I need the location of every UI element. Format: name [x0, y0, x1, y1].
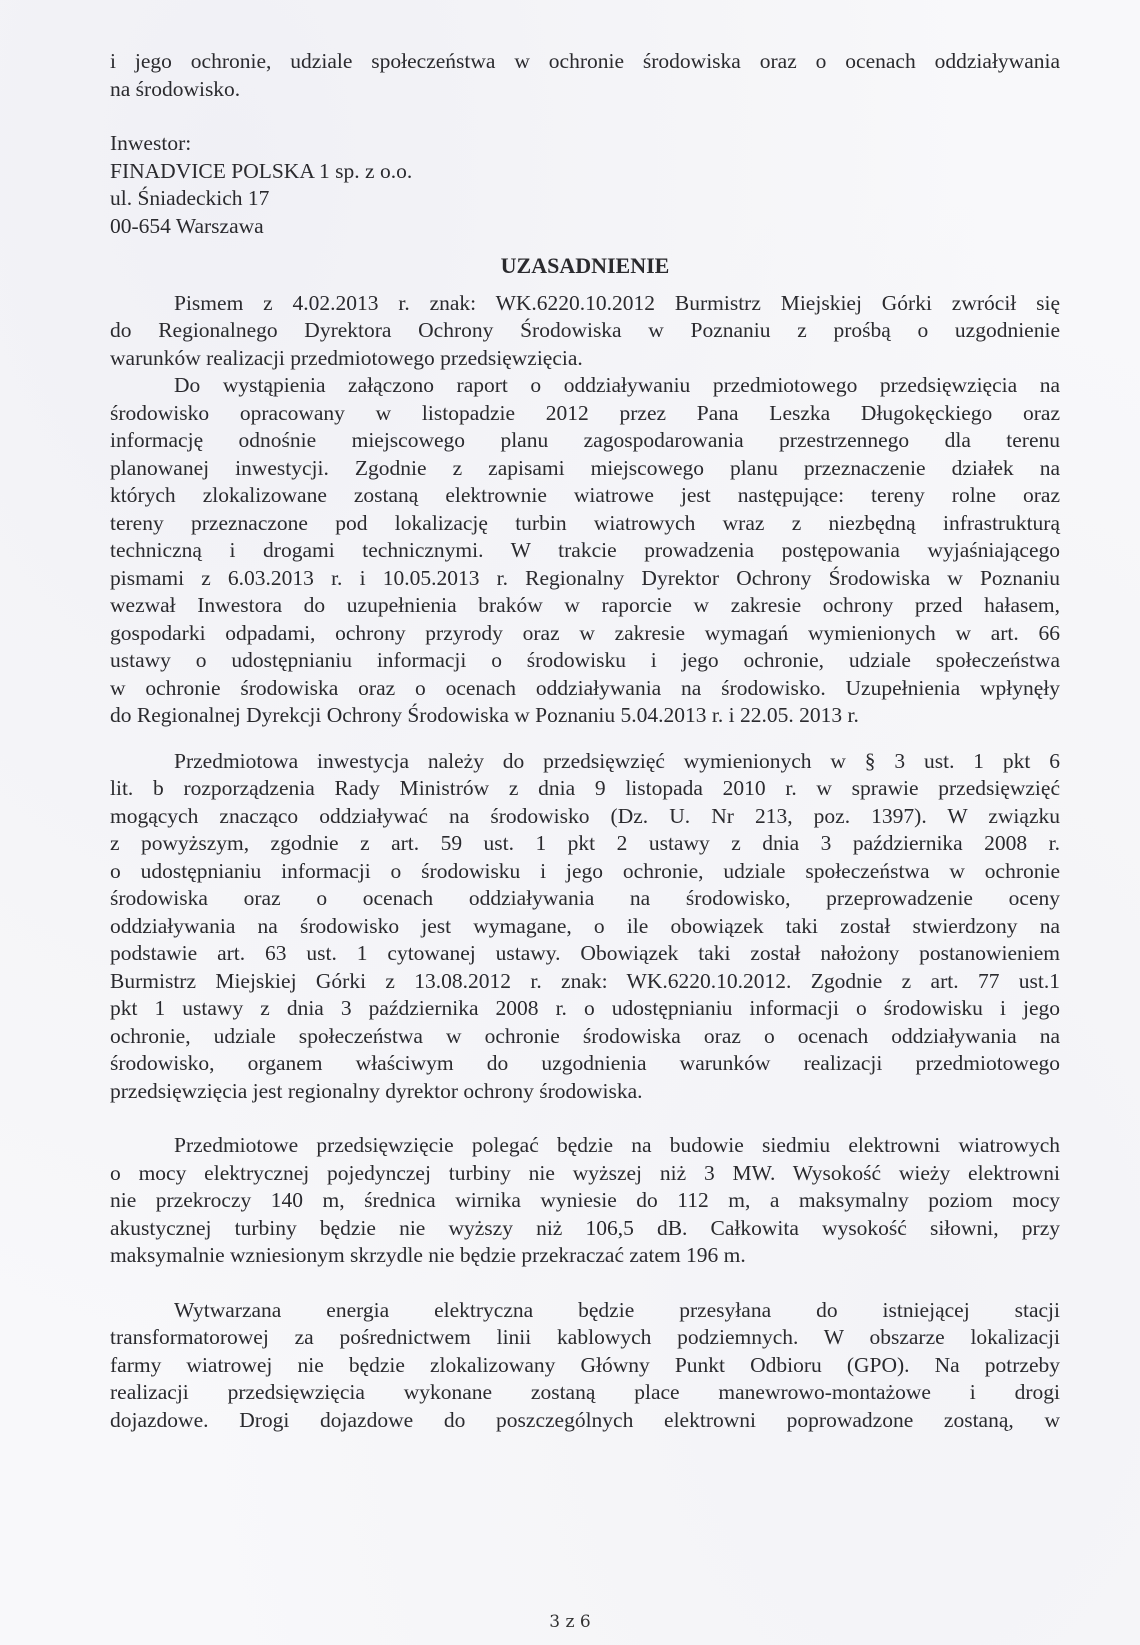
text-line: z powyższym, zgodnie z art. 59 ust. 1 pkt 2 ustawy z dnia 3 października 2008 r.: [110, 831, 1060, 855]
text-line: transformatorowej za pośrednictwem linii kablowych podziemnych. W obszarze lokalizacji: [110, 1325, 1060, 1349]
text-line: których zlokalizowane zostaną elektrownie wiatrowe jest następujące: tereny rolne oraz: [110, 483, 1060, 507]
paragraph-energy-transmission: [110, 1297, 1060, 1435]
text-line: na środowisko.: [110, 76, 241, 101]
text-line: oddziaływania na środowisko jest wymagane, o ile obowiązek taki został stwierdzony na: [110, 913, 1060, 938]
text-line: maksymalnie wzniesionym skrzydle nie będzie przekraczać zatem 196 m.: [110, 1243, 746, 1267]
text-line: Przedmiotowe przedsięwzięcie polegać będzie na budowie siedmiu elektrowni wiatrowych: [174, 1133, 1060, 1157]
text-line: informację odnośnie miejscowego planu zagospodarowania przestrzennego dla terenu: [110, 428, 1060, 452]
text-line: o mocy elektrycznej pojedynczej turbiny nie wyższej niż 3 MW. Wysokość wieży elektrowni: [110, 1160, 1060, 1185]
text-line: wezwał Inwestora do uzupełnienia braków w raporcie w zakresie ochrony przed hałasem,: [110, 593, 1060, 617]
text-line: dojazdowe. Drogi dojazdowe do poszczególnych elektrowni poprowadzone zostaną, w: [110, 1407, 1060, 1432]
text-line: tereny przeznaczone pod lokalizację turbin wiatrowych wraz z niezbędną infrastrukturą: [110, 510, 1060, 535]
text-line: akustycznej turbiny będzie nie wyższy niż 106,5 dB. Całkowita wysokość siłowni, przy: [110, 1215, 1060, 1240]
text-line: ochronie, udziale społeczeństwa w ochronie środowiska oraz o ocenach oddziaływania na: [110, 1023, 1060, 1048]
text-line: realizacji przedsięwzięcia wykonane zostaną place manewrowo-montażowe i drogi: [110, 1380, 1060, 1404]
text-line: ustawy o udostępnianiu informacji o środowisku i jego ochronie, udziale społeczeństwa: [110, 648, 1060, 672]
text-line: farmy wiatrowej nie będzie zlokalizowany Główny Punkt Odbioru (GPO). Na potrzeby: [110, 1352, 1060, 1377]
text-line: Do wystąpienia załączono raport o oddziaływaniu przedmiotowego przedsięwzięcia na: [174, 373, 1060, 397]
text-line: przedsięwzięcia jest regionalny dyrektor ochrony środowiska.: [110, 1078, 643, 1103]
text-line: planowanej inwestycji. Zgodnie z zapisami miejscowego planu przeznaczenie działek na: [110, 455, 1060, 480]
text-line: środowisko, organem właściwym do uzgodnienia warunków realizacji przedmiotowego: [110, 1051, 1060, 1075]
investor-city: 00-654 Warszawa: [110, 213, 264, 238]
page-number: 3 z 6: [549, 1612, 591, 1632]
text-line: Pismem z 4.02.2013 r. znak: WK.6220.10.2012 Burmistrz Miejskiej Górki zwrócił się: [174, 290, 1060, 315]
text-line: mogących znacząco oddziaływać na środowisko (Dz. U. Nr 213, poz. 1397). W związku: [110, 803, 1060, 828]
section-heading: UZASADNIENIE: [500, 253, 670, 278]
investor-street: ul. Śniadeckich 17: [110, 186, 270, 210]
text-line: warunków realizacji przedmiotowego przedsięwzięcia.: [110, 345, 583, 370]
text-line: w ochronie środowiska oraz o ocenach oddziaływania na środowisko. Uzupełnienia wpłynęły: [110, 675, 1060, 700]
intro-continuation: [110, 48, 1060, 103]
text-line: i jego ochronie, udziale społeczeństwa w ochronie środowiska oraz o ocenach oddziaływania: [110, 49, 1060, 73]
text-line: do Regionalnego Dyrektora Ochrony Środowiska w Poznaniu z prośbą o uzgodnienie: [110, 318, 1060, 342]
text-line: lit. b rozporządzenia Rady Ministrów z dnia 9 listopada 2010 r. w sprawie przedsięwzięć: [110, 776, 1060, 800]
text-line: środowisko opracowany w listopadzie 2012 przez Pana Leszka Długokęckiego oraz: [110, 400, 1060, 425]
text-line: pkt 1 ustawy z dnia 3 października 2008 r. o udostępnianiu informacji o środowisku i jego: [110, 996, 1060, 1020]
text-line: Burmistrz Miejskiej Górki z 13.08.2012 r. znak: WK.6220.10.2012. Zgodnie z art. 77 ust.1: [110, 968, 1060, 993]
paragraph-report: [110, 372, 1060, 730]
paragraph-legal-basis: [110, 748, 1060, 1106]
investor-label: Inwestor:: [110, 131, 192, 155]
text-line: środowiska oraz o ocenach oddziaływania na środowisko, przeprowadzenie oceny: [110, 886, 1060, 910]
text-line: gospodarki odpadami, ochrony przyrody oraz w zakresie wymagań wymienionych w art. 66: [110, 620, 1060, 645]
text-line: Wytwarzana energia elektryczna będzie przesyłana do istniejącej stacji: [174, 1297, 1060, 1322]
paragraph-project-description: [110, 1132, 1060, 1270]
text-line: techniczną i drogami technicznymi. W trakcie prowadzenia postępowania wyjaśniającego: [110, 538, 1060, 562]
document-body: [110, 48, 1060, 1434]
investor-block: [110, 130, 1060, 240]
text-line: do Regionalnej Dyrekcji Ochrony Środowiska w Poznaniu 5.04.2013 r. i 22.05. 2013 r.: [110, 703, 859, 727]
text-line: podstawie art. 63 ust. 1 cytowanej ustawy. Obowiązek taki został nałożony postanowieniem: [110, 941, 1060, 965]
text-line: nie przekroczy 140 m, średnica wirnika wyniesie do 112 m, a maksymalny poziom mocy: [110, 1188, 1060, 1212]
text-line: o udostępnianiu informacji o środowisku i jego ochronie, udziale społeczeństwa w ochronie: [110, 858, 1060, 883]
text-line: Przedmiotowa inwestycja należy do przedsięwzięć wymienionych w § 3 ust. 1 pkt 6: [174, 748, 1060, 773]
text-line: pismami z 6.03.2013 r. i 10.05.2013 r. Regionalny Dyrektor Ochrony Środowiska w Poznaniu: [110, 565, 1060, 590]
investor-name: FINADVICE POLSKA 1 sp. z o.o.: [110, 158, 413, 183]
paragraph-request: [110, 290, 1060, 373]
